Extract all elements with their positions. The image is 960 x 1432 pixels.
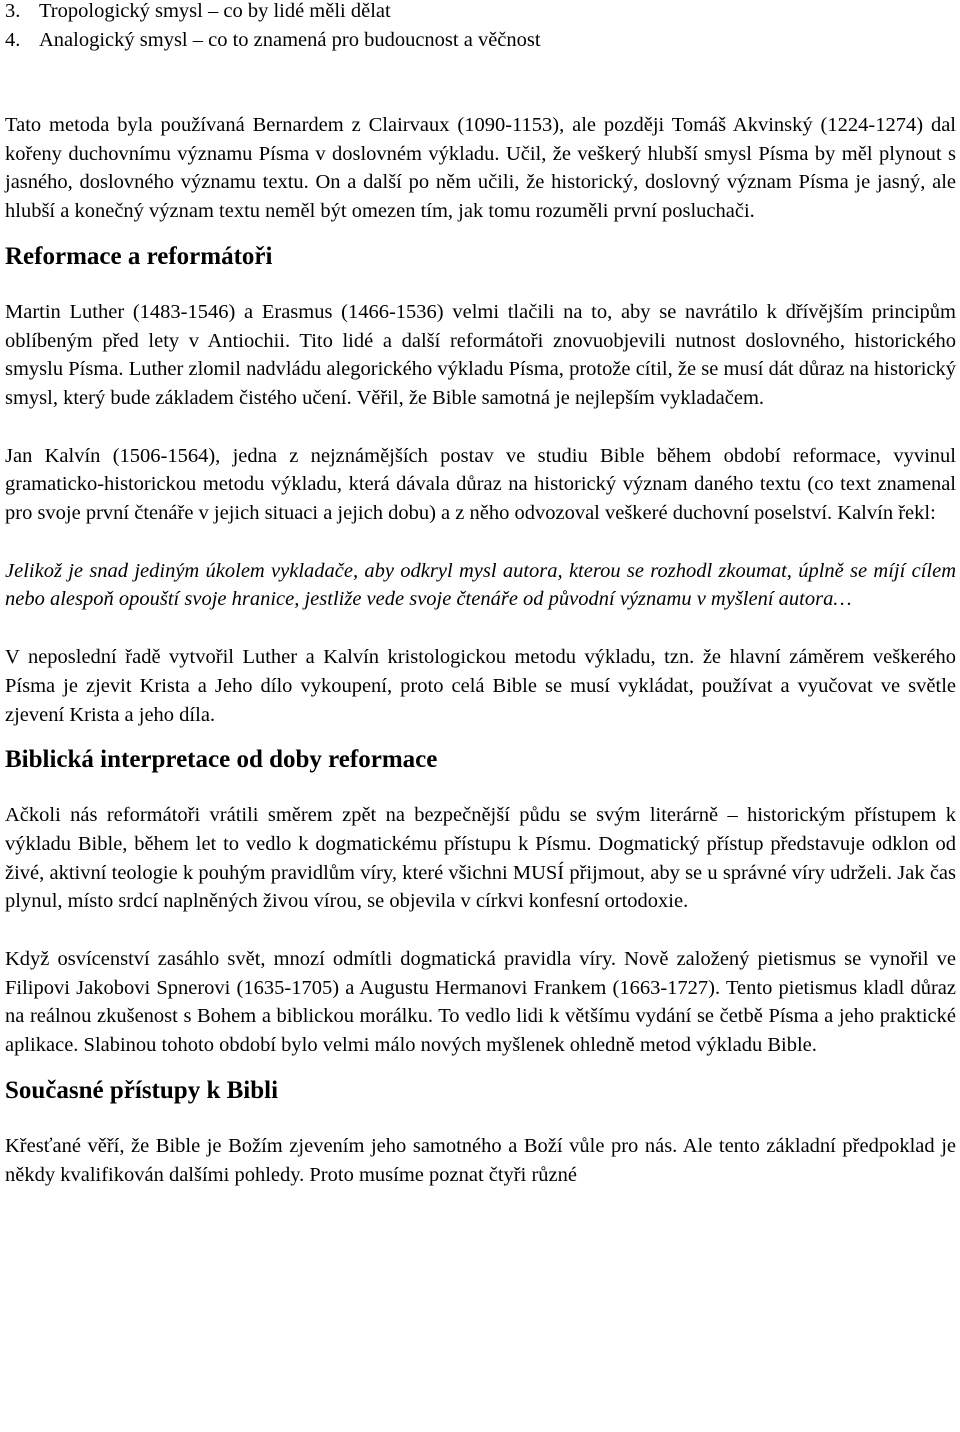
numbered-list bbox=[5, 0, 956, 55]
heading-contemporary-approaches: Současné přístupy k Bibli bbox=[5, 1076, 279, 1104]
calvin-quote: Jelikož je snad jediným úkolem vykladače, aby odkryl mysl autora, kterou se rozhodl zkoumat, úplně se míjí cílem nebo alespoň opouští svoje hranice, jestliže vede svoje čtenáře od původní významu v myšlení autora… bbox=[5, 559, 956, 611]
heading-reformation: Reformace a reformátoři bbox=[5, 242, 273, 270]
paragraph-contemporary: Křesťané věří, že Bible je Božím zjevením jeho samotného a Boží vůle pro nás. Ale tento základní předpoklad je někdy kvalifikován dalšími pohledy. Proto musíme poznat čtyři různé bbox=[5, 1134, 956, 1186]
list-item-text: Tropologický smysl – co by lidé měli dělat bbox=[39, 0, 391, 22]
document-page bbox=[5, 0, 956, 1189]
paragraph-christological-method: V neposlední řadě vytvořil Luther a Kalvín kristologickou metodu výkladu, tzn. že hlavní záměrem veškerého Písma je zjevit Krista a Jeho dílo vykoupení, proto celá Bible se musí vykládat, používat a vyučovat ve světle zjevení Krista a jeho díla. bbox=[5, 646, 956, 726]
list-item bbox=[5, 26, 956, 55]
paragraph-dogmatic-approach: Ačkoli nás reformátoři vrátili směrem zpět na bezpečnější půdu se svým literárně – historickým přístupem k výkladu Bible, během let to vedlo k dogmatickému přístupu k Písmu. Dogmatický přístup představuje odklon od živé, aktivní teologie k pouhým pravidlům víry, které všichni MUSÍ přijmout, aby se u správné víry udrželi. Jak čas plynul, místo srdcí naplněných živou vírou, se objevila v církvi konfesní ortodoxie. bbox=[5, 804, 956, 913]
paragraph-pietism: Když osvícenství zasáhlo svět, mnozí odmítli dogmatická pravidla víry. Nově založený pietismus se vynořil ve Filipovi Jakobovi Spnerovi (1635-1705) a Augustu Hermanovi Frankem (1663-1727). Tento pietismus kladl důraz na reálnou zkušenost s Bohem a biblickou morálku. To vedlo lidi k většímu vydání se četbě Písma a jeho praktické aplikace. Slabinou tohoto období bylo velmi málo nových myšlenek ohledně metod výkladu Bible. bbox=[5, 948, 956, 1057]
heading-interpretation-since-reformation: Biblická interpretace od doby reformace bbox=[5, 746, 438, 774]
paragraph-calvin: Jan Kalvín (1506-1564), jedna z nejznámějších postav ve studiu Bible během období reformace, vyvinul gramaticko-historickou metodu výkladu, která dávala důraz na historický význam daného textu (co text znamenal pro svoje první čtenáře v jejich situaci a jejich dobu) a z něho odvozoval veškeré duchovní poselství. Kalvín řekl: bbox=[5, 444, 956, 525]
list-item-text: Analogický smysl – co to znamená pro budoucnost a věčnost bbox=[39, 29, 541, 51]
list-item-number: 3. bbox=[5, 0, 21, 22]
list-item-number: 4. bbox=[5, 29, 21, 51]
paragraph-bernard-aquinas: Tato metoda byla používaná Bernardem z Clairvaux (1090-1153), ale později Tomáš Akvinský (1224-1274) dal kořeny duchovnímu významu Písma v doslovném výkladu. Učil, že veškerý hlubší smysl Písma by měl plynout s jasného, doslovného významu textu. On a další po něm učili, že historický, doslovný význam Písma je jasný, ale hlubší a konečný význam textu neměl být omezen tím, jak tomu rozuměli první posluchači. bbox=[5, 114, 956, 223]
list-item bbox=[5, 0, 956, 26]
paragraph-luther-erasmus: Martin Luther (1483-1546) a Erasmus (1466-1536) velmi tlačili na to, aby se navrátilo k dřívějším principům oblíbeným před lety v Antiochii. Tito lidé a další reformátoři znovuobjevili nutnost doslovného, historického smyslu Písma. Luther zlomil nadvládu alegorického výkladu Písma, protože cítil, že se musí dát důraz na historický smysl, který bude základem čistého učení. Věřil, že Bible samotná je nejlepším vykladačem. bbox=[5, 300, 956, 409]
